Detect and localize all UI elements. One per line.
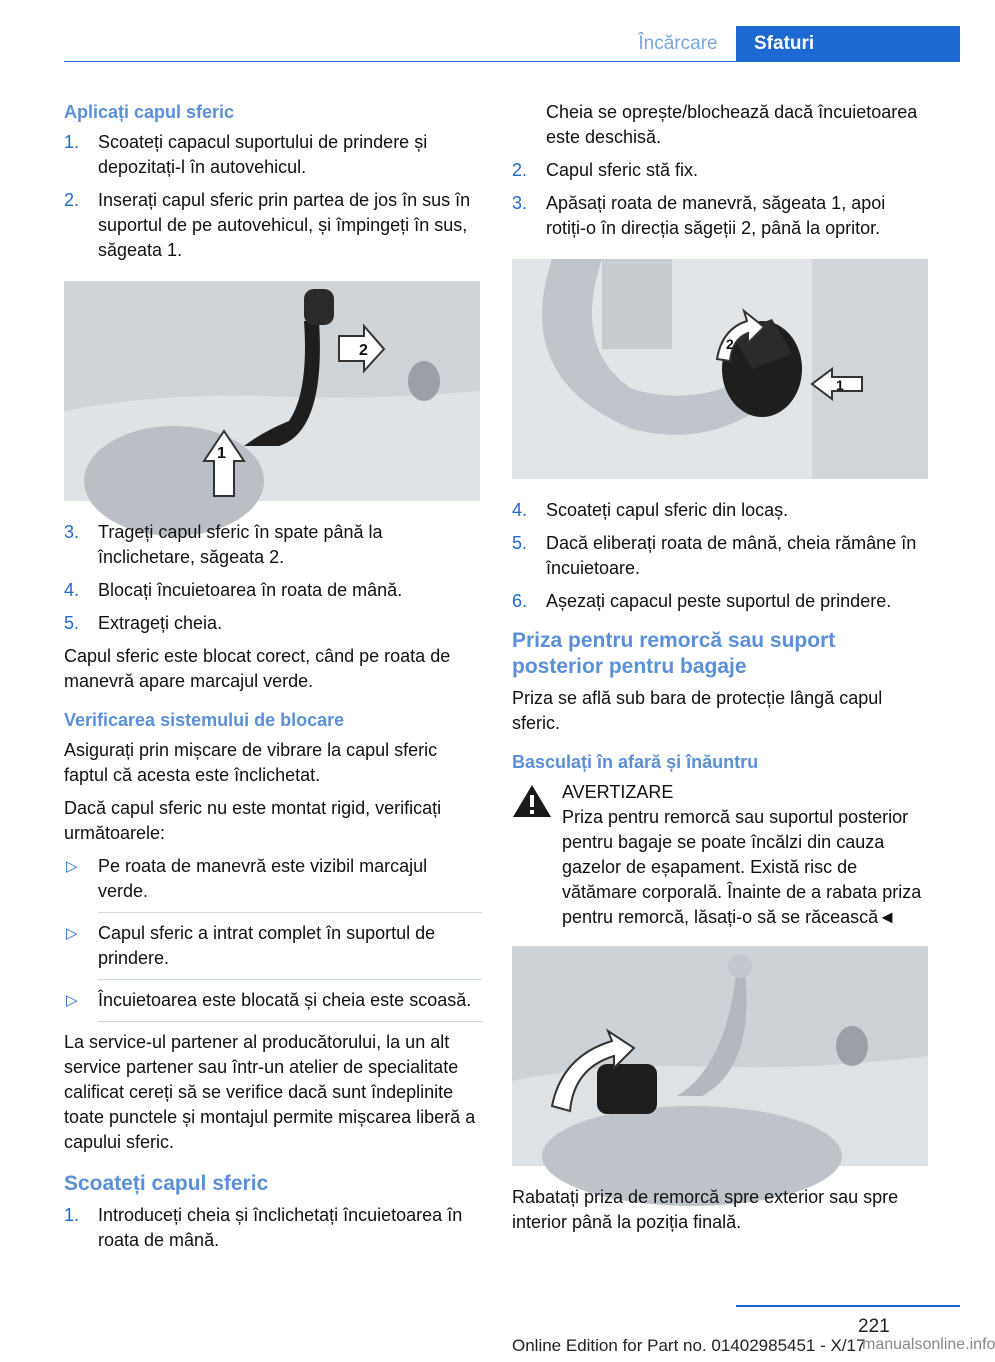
step-item — [64, 188, 482, 263]
chapter-tab[interactable]: Sfaturi — [736, 26, 960, 62]
triangle-bullet-icon: ▷ — [66, 992, 78, 1009]
step-text: Apăsați roata de manevră, săgeata 1, apoi rotiți-o în direcția săgeții 2, până la opritor. — [546, 193, 886, 238]
fold-text: Rabatați priza de remorcă spre exterior sau spre interior până la poziția finală. — [512, 1187, 899, 1232]
lock-ok-text: Capul sferic este blocat corect, când pe roata de manevră apare marcajul verde. — [64, 646, 451, 691]
step-number: 2. — [512, 160, 528, 180]
brand-watermark: manualsonline.info — [862, 1336, 995, 1353]
step-text: Inserați capul sferic prin partea de jos în sus în suportul de pe autovehicul, și împingeți în sus, săgeata 1. — [98, 190, 471, 260]
warning-box — [512, 780, 930, 930]
check-text-1: Asigurați prin mișcare de vibrare la capul sferic faptul că acesta este înclichetat. — [64, 740, 438, 785]
steps-list-1 — [64, 130, 482, 263]
step-number: 2. — [64, 190, 80, 210]
step-number: 4. — [512, 500, 528, 520]
step-text: Blocați încuietoarea în roata de mână. — [98, 580, 403, 600]
step-number: 5. — [512, 533, 528, 553]
step-text: Extrageți cheia. — [98, 613, 223, 633]
warning-triangle-icon — [512, 784, 552, 818]
socket-illustration — [512, 946, 928, 1166]
bullet-separator — [98, 1021, 482, 1022]
heading-apply-ball: Aplicați capul sferic — [64, 102, 235, 122]
check-text-2: Dacă capul sferic nu este montat rigid, verificați următoarele: — [64, 798, 442, 843]
service-text: La service-ul partener al producătorului, la un alt service partener sau într-un atelier de specialitate calificat cereți să se verifice dacă sunt îndeplinite toate punctele și montajul permite mișcarea liberă a capului sferic. — [64, 1032, 476, 1152]
step-text: Așezați capacul peste suportul de prindere. — [546, 591, 892, 611]
page-number: 221 — [858, 1316, 890, 1337]
step-text: Capul sferic stă fix. — [546, 160, 699, 180]
section-tab[interactable]: Încărcare — [638, 33, 718, 54]
step-item — [64, 520, 482, 570]
svg-text:1: 1 — [217, 445, 226, 462]
step-text: Trageți capul sferic în spate până la înclichetare, săgeata 2. — [98, 522, 383, 567]
svg-text:2: 2 — [726, 336, 734, 352]
continued-step: Cheia se oprește/blochează dacă încuietoarea este deschisă. — [546, 102, 918, 147]
edition-text: Online Edition for Part no. 01402985451 - X/17 — [512, 1336, 866, 1355]
steps-list-4 — [512, 158, 930, 241]
step-number: 5. — [64, 613, 80, 633]
bullet-item — [64, 854, 482, 904]
step-number: 3. — [512, 193, 528, 213]
bullet-separator — [98, 979, 482, 980]
bullet-text: Capul sferic a intrat complet în suportul de prindere. — [98, 923, 436, 968]
socket-text: Priza se află sub bara de protecție lângă capul sferic. — [512, 688, 883, 733]
step-item — [512, 498, 930, 523]
step-item — [512, 531, 930, 581]
bullet-separator — [98, 912, 482, 913]
steps-list-2 — [64, 520, 482, 636]
svg-text:1: 1 — [836, 377, 844, 393]
step-item — [64, 611, 482, 636]
steps-list-3 — [64, 1203, 482, 1253]
step-item — [512, 191, 930, 241]
bullet-list — [64, 854, 482, 1022]
step-number: 3. — [64, 522, 80, 542]
step-item — [512, 589, 930, 614]
handwheel-illustration — [512, 259, 928, 479]
heading-check-lock: Verificarea sistemului de blocare — [64, 710, 345, 730]
bullet-item — [64, 921, 482, 971]
bullet-item — [64, 988, 482, 1013]
warning-text: Priza pentru remorcă sau suportul posterior pentru bagaje se poate încălzi din cauza gazelor de eșapament. Există risc de vătămare corporală. Înainte de a rabata priza pentru remorcă, lăsați-o să se răcească◄ — [562, 807, 922, 927]
heading-fold: Basculați în afară și înăuntru — [512, 752, 759, 772]
step-text: Dacă eliberați roata de mână, cheia rămâne în încuietoare. — [546, 533, 917, 578]
heading-remove-ball: Scoateți capul sferic — [64, 1172, 269, 1195]
step-item — [64, 1203, 482, 1253]
step-number: 4. — [64, 580, 80, 600]
left-column — [64, 100, 482, 1261]
step-item — [512, 158, 930, 183]
step-text: Introduceți cheia și înclichetați încuietoarea în roata de mână. — [98, 1205, 463, 1250]
step-item — [64, 578, 482, 603]
right-column — [512, 100, 930, 1243]
warning-title: AVERTIZARE — [562, 782, 674, 802]
footer-rule — [736, 1305, 960, 1307]
triangle-bullet-icon: ▷ — [66, 925, 78, 942]
step-text: Scoateți capul sferic din locaș. — [546, 500, 789, 520]
bullet-text: Pe roata de manevră este vizibil marcajul verde. — [98, 856, 428, 901]
bullet-text: Încuietoarea este blocată și cheia este scoasă. — [98, 990, 472, 1010]
step-item — [64, 130, 482, 180]
svg-text:2: 2 — [359, 342, 368, 359]
step-number: 1. — [64, 1205, 80, 1225]
triangle-bullet-icon: ▷ — [66, 858, 78, 875]
steps-list-5 — [512, 498, 930, 614]
step-number: 6. — [512, 591, 528, 611]
towbar-install-illustration — [64, 281, 480, 501]
step-number: 1. — [64, 132, 80, 152]
step-text: Scoateți capacul suportului de prindere și depozitați-l în autovehicul. — [98, 132, 428, 177]
heading-socket: Priza pentru remorcă sau suport posterior pentru bagaje — [512, 629, 836, 678]
